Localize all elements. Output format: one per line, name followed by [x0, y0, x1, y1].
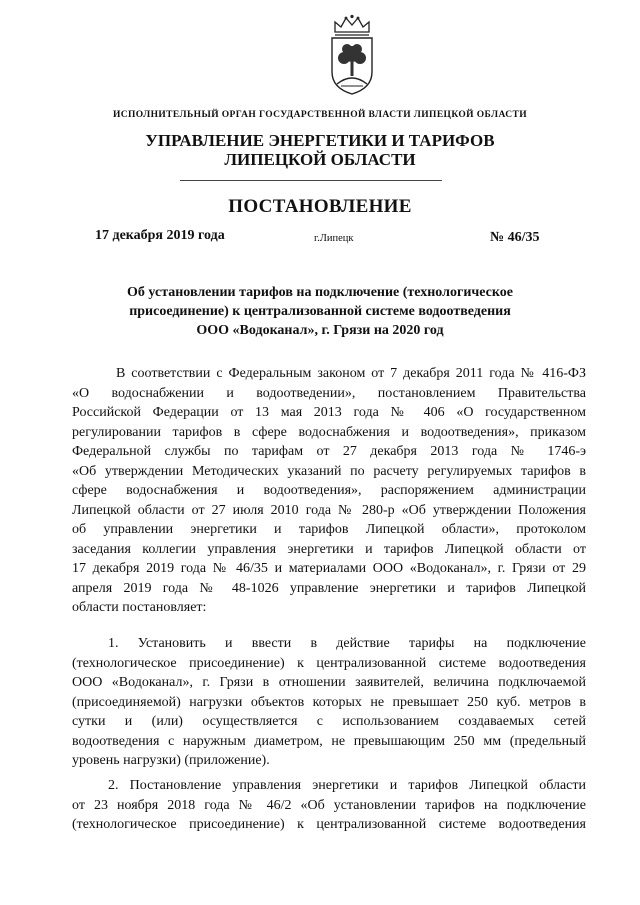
text-line: сутки и (или) осуществляется с использованием создаваемых сетей: [72, 714, 586, 729]
header-divider: [180, 180, 442, 181]
document-type: ПОСТАНОВЛЕНИЕ: [228, 196, 412, 217]
text-line: сфере водоснабжения и водоотведения», распоряжением администрации: [72, 483, 586, 498]
clause-2-paragraph: [72, 776, 586, 835]
preamble-paragraph: [72, 364, 586, 618]
document-subject: [0, 283, 640, 340]
department-line-1: УПРАВЛЕНИЕ ЭНЕРГЕТИКИ И ТАРИФОВ: [145, 131, 495, 150]
text-line: Федеральной службы по тарифам от 27 декабря 2013 года № 1746-э: [72, 444, 586, 459]
text-line: (технологическое присоединение) к централизованной системе водоотведения: [72, 817, 586, 832]
text-line: Российской Федерации от 13 мая 2013 года № 406 «О государственном: [72, 405, 586, 420]
text-line: «Об утверждении Методических указаний по расчету регулируемых тарифов в: [72, 463, 586, 479]
text-line: водоотведения с наружным диаметром, не превышающим 250 мм (предельный: [72, 733, 586, 749]
text-line: 17 декабря 2019 года № 46/35 и материалами ООО «Водоканал», г. Грязи от 29: [72, 561, 586, 576]
text-line: регулировании тарифов в сфере водоснабжения и водоотведения», приказом: [72, 424, 586, 440]
text-line: 1. Установить и ввести в действие тарифы на подключение: [108, 636, 586, 651]
text-line: области постановляет:: [72, 600, 207, 615]
text-line: апреля 2019 года № 48-1026 управление энергетики и тарифов Липецкой: [72, 580, 586, 596]
text-line: (технологическое присоединение) к централизованной системе водоотведения: [72, 655, 586, 671]
department-name: [0, 131, 640, 169]
text-line: 2. Постановление управления энергетики и тарифов Липецкой области: [108, 778, 586, 793]
text-line: Липецкой области от 27 июля 2010 года № 280-р «Об утверждении Положения: [72, 502, 586, 518]
subject-line: ООО «Водоканал», г. Грязи на 2020 год: [196, 323, 444, 338]
document-date: 17 декабря 2019 года: [95, 228, 225, 243]
document-number: № 46/35: [490, 230, 540, 245]
department-line-2: ЛИПЕЦКОЙ ОБЛАСТИ: [224, 150, 416, 169]
subject-line: присоединение) к централизованной системе водоотведения: [129, 304, 511, 319]
text-line: заседания коллегии управления энергетики и тарифов Липецкой области от: [72, 541, 586, 557]
document-city: г.Липецк: [314, 233, 354, 244]
subject-line: Об установлении тарифов на подключение (технологическое: [127, 285, 513, 300]
coat-of-arms-emblem: [329, 14, 375, 96]
text-line: от 23 ноября 2018 года № 46/2 «Об установлении тарифов на подключение: [72, 797, 586, 813]
text-line: уровень нагрузки) (приложение).: [72, 753, 270, 768]
text-line: об управлении энергетики и тарифов Липецкой области», протоколом: [72, 522, 586, 537]
clause-1-paragraph: [72, 634, 586, 771]
text-line: ООО «Водоканал», г. Грязи в отношении заявителей, величина подключаемой: [72, 675, 586, 690]
text-line: «О водоснабжении и водоотведении», постановлением Правительства: [72, 385, 586, 401]
text-line: В соответствии с Федеральным законом от 7 декабря 2011 года № 416-ФЗ: [116, 366, 586, 381]
text-line: (присоединяемой) нагрузки объектов которых не превышает 250 куб. метров в: [72, 694, 586, 710]
issuing-authority: ИСПОЛНИТЕЛЬНЫЙ ОРГАН ГОСУДАРСТВЕННОЙ ВЛАСТИ ЛИПЕЦКОЙ ОБЛАСТИ: [112, 110, 528, 120]
